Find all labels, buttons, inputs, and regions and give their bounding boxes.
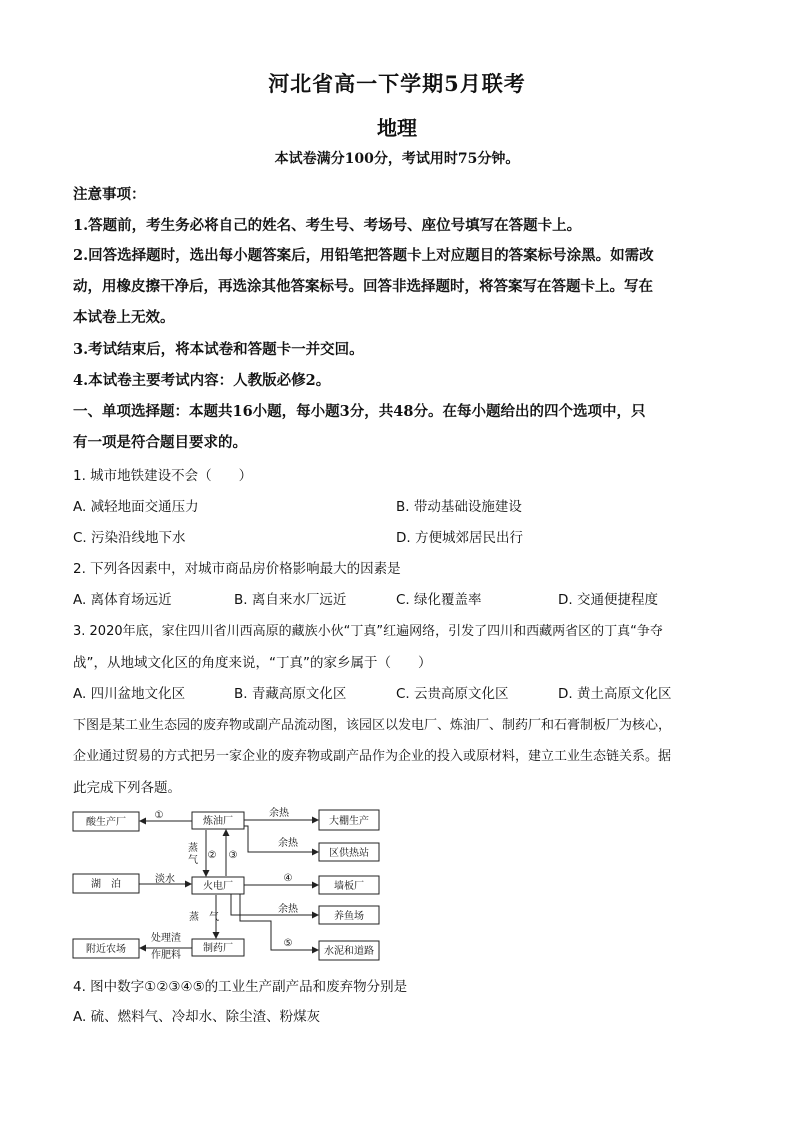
cement-road-label: 水泥和道路 [324,946,374,957]
flow-label-1: ① [154,810,164,821]
flow-label-3: ③ [228,850,238,861]
acid-plant-label: 酸生产厂 [86,817,126,828]
intro-line-2: 企业通过贸易的方式把另一家企业的废弃物或副产品作为企业的投入或原材料，建立工业生态链关系。据 [73,749,672,764]
question-2-stem: 2. 下列各因素中，对城市商品房价格影响最大的因素是 [73,561,401,577]
question-1-option-d: D. 方便城郊居民出行 [396,530,523,546]
flow-label-heat-1: 余热 [269,808,289,819]
lake-label: 湖 泊 [91,879,121,890]
wallboard-plant-label: 墙板厂 [334,881,364,892]
question-3-option-d: D. 黄土高原文化区 [558,686,672,702]
pharma-plant-label: 制药厂 [203,943,233,954]
power-plant-label: 火电厂 [203,881,233,892]
intro-line-3: 此完成下列各题。 [73,780,181,796]
flow-label-heat-3: 余热 [278,904,298,915]
flow-label-5: ⑤ [283,938,293,949]
flow-label-fresh-water: 淡水 [155,874,175,885]
question-4-option-a: A. 硫、燃料气、冷却水、除尘渣、粉煤灰 [73,1009,321,1025]
question-3-stem-line-2: 战”，从地域文化区的角度来说，“丁真”的家乡属于（ ） [73,655,432,671]
refinery-label: 炼油厂 [203,816,233,827]
section-heading-line-2: 有一项是符合题目要求的。 [73,434,247,451]
question-1-stem: 1. 城市地铁建设不会（ ） [73,468,253,484]
greenhouse-label: 大棚生产 [329,816,369,827]
note-1: 1.答题前，考生务必将自己的姓名、考生号、考场号、座位号填写在答题卡上。 [73,217,582,234]
question-3-option-b: B. 青藏高原文化区 [234,686,347,702]
question-2-option-c: C. 绿化覆盖率 [396,592,482,608]
flow-label-steam-h: 蒸 气 [189,912,219,923]
industrial-ecology-flow-diagram [70,800,390,970]
question-2-option-b: B. 离自来水厂远近 [234,592,347,608]
note-4: 4.本试卷主要考试内容：人教版必修2。 [73,372,331,389]
question-3-option-a: A. 四川盆地文化区 [73,686,186,702]
question-1-option-c: C. 污染沿线地下水 [73,530,186,546]
note-3: 3.考试结束后，将本试卷和答题卡一并交回。 [73,341,364,358]
question-3-option-c: C. 云贵高原文化区 [396,686,509,702]
farm-label: 附近农场 [86,944,126,955]
question-2-option-a: A. 离体育场远近 [73,592,172,608]
flow-label-steam-v2: 气 [188,855,198,866]
heating-station-label: 区供热站 [329,848,369,859]
flow-label-slag-1: 处理渣 [151,933,181,944]
note-2-line-2: 动，用橡皮擦干净后，再选涂其他答案标号。回答非选择题时，将答案写在答题卡上。写在 [73,278,653,295]
question-3-stem-line-1: 3. 2020年底，家住四川省川西高原的藏族小伙“丁真”红遍网络，引发了四川和西藏两省区的丁真“争夺 [73,624,663,639]
question-1-option-a: A. 减轻地面交通压力 [73,499,199,515]
exam-info: 本试卷满分100分，考试用时75分钟。 [274,151,520,167]
note-2-line-1: 2.回答选择题时，选出每小题答案后，用铅笔把答题卡上对应题目的答案标号涂黑。如需改 [73,247,654,264]
flow-label-heat-2: 余热 [278,838,298,849]
notes-heading: 注意事项： [73,186,146,203]
flow-label-2: ② [207,850,217,861]
question-4-stem: 4. 图中数字①②③④⑤的工业生产副产品和废弃物分别是 [73,979,408,995]
intro-line-1: 下图是某工业生态园的废弃物或副产品流动图，该园区以发电厂、炼油厂、制药厂和石膏制板厂为核心， [73,718,672,733]
flow-label-steam-v1: 蒸 [188,843,198,854]
section-heading-line-1: 一、单项选择题：本题共16小题，每小题3分，共48分。在每小题给出的四个选项中，只 [73,403,646,420]
flow-label-slag-2: 作肥料 [151,950,181,961]
note-2-line-3: 本试卷上无效。 [73,309,175,326]
exam-title: 河北省高一下学期5月联考 [268,71,526,96]
fish-farm-label: 养鱼场 [334,911,364,922]
flow-label-4: ④ [283,873,293,884]
subject-title: 地理 [377,116,417,140]
question-2-option-d: D. 交通便捷程度 [558,592,658,608]
question-1-option-b: B. 带动基础设施建设 [396,499,522,515]
